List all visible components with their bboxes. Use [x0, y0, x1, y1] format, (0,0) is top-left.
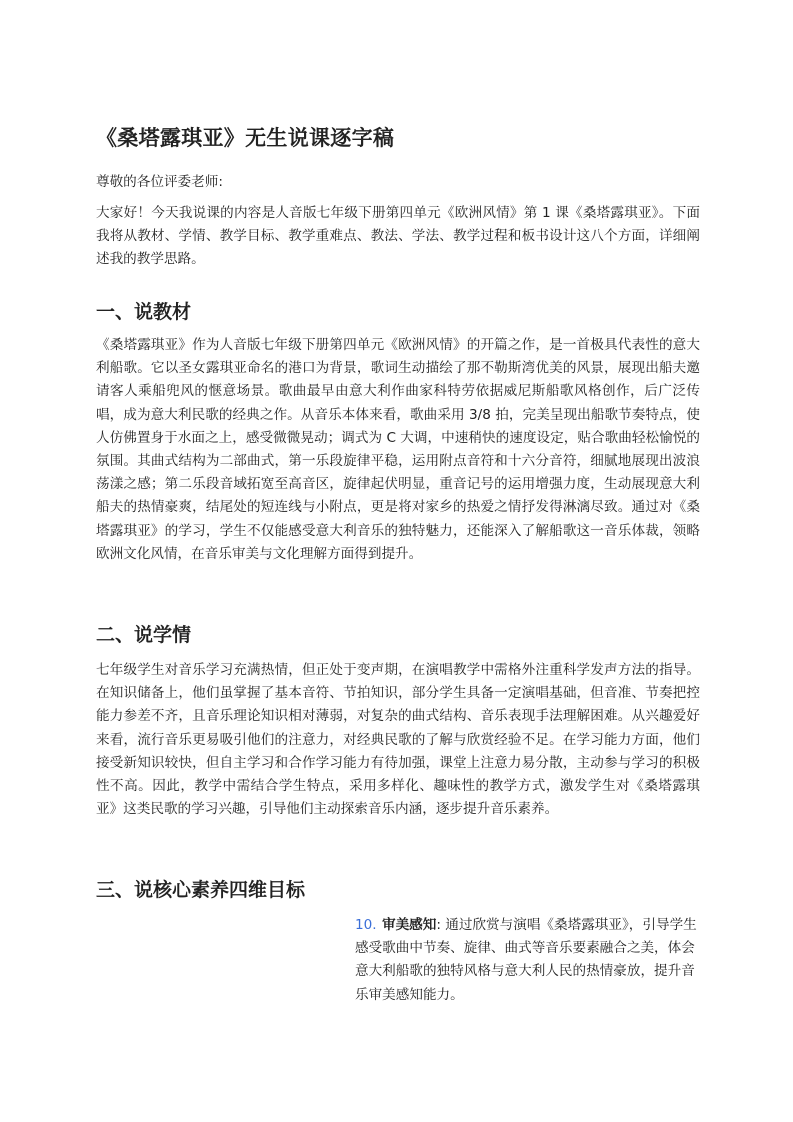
section-heading-students: 二、说学情: [96, 624, 192, 646]
section-body-textbook: 《桑塔露琪亚》作为人音版七年级下册第四单元《欧洲风情》的开篇之作，是一首极具代表性的意大利船歌。它以圣女露琪亚命名的港口为背景，歌词生动描绘了那不勒斯湾优美的风景，展现出船夫邀请客人乘船兜风的惬意场景。歌曲最早由意大利作曲家科特劳依据威尼斯船歌风格创作，后广泛传唱，成为意大利民歌的经典之作。从音乐本体来看，歌曲采用 3/8 拍，完美呈现出船歌节奏特点，使人仿佛置身于水面之上，感受微微晃动；调式为 C 大调，中速稍快的速度设定，贴合歌曲轻松愉悦的氛围。其曲式结构为二部曲式，第一乐段旋律平稳，运用附点音符和十六分音符，细腻地展现出波浪荡漾之感；第二乐段音域拓宽至高音区，旋律起伏明显，重音记号的运用增强力度，生动展现意大利船夫的热情豪爽，结尾处的短连线与小附点，更是将对家乡的热爱之情抒发得淋漓尽致。通过对《桑塔露琪亚》的学习，学生不仅能感受意大利音乐的独特魅力，还能深入了解船歌这一音乐体裁，领略欧洲文化风情，在音乐审美与文化理解方面得到提升。: [96, 337, 700, 562]
section-heading-goals: 三、说核心素养四维目标: [96, 879, 306, 901]
section-heading-textbook: 一、说教材: [96, 301, 192, 323]
section-body-students: 七年级学生对音乐学习充满热情，但正处于变声期，在演唱教学中需格外注重科学发声方法的指导。在知识储备上，他们虽掌握了基本音符、节拍知识，部分学生具备一定演唱基础，但音准、节奏把控能力参差不齐，且音乐理论知识相对薄弱，对复杂的曲式结构、音乐表现手法理解困难。从兴趣爱好来看，流行音乐更易吸引他们的注意力，对经典民歌的了解与欣赏经验不足。在学习能力方面，他们接受新知识较快，但自主学习和合作学习能力有待加强，课堂上注意力易分散，主动参与学习的积极性不高。因此，教学中需结合学生特点，采用多样化、趣味性的教学方式，激发学生对《桑塔露琪亚》这类民歌的学习兴趣，引导他们主动探索音乐内涵，逐步提升音乐素养。: [96, 662, 700, 818]
goal-text: : 通过欣赏与演唱《桑塔露琪亚》，引导学生感受歌曲中节奏、旋律、曲式等音乐要素融合之美，体会意大利船歌的独特风格与意大利人民的热情豪放，提升音乐审美感知能力。: [355, 917, 697, 1003]
intro-paragraph: 大家好！今天我说课的内容是人音版七年级下册第四单元《欧洲风情》第 1 课《桑塔露琪亚》。下面我将从教材、学情、教学目标、教学重难点、教法、学法、教学过程和板书设计这八个方面，详细阐述我的教学思路。: [96, 205, 700, 268]
document-title: 《桑塔露琪亚》无生说课逐字稿: [96, 126, 395, 150]
list-number: 10.: [355, 917, 377, 933]
goal-list-item: [355, 914, 700, 1007]
goal-lead: 审美感知: [382, 917, 437, 933]
greeting: 尊敬的各位评委老师:: [96, 174, 223, 190]
